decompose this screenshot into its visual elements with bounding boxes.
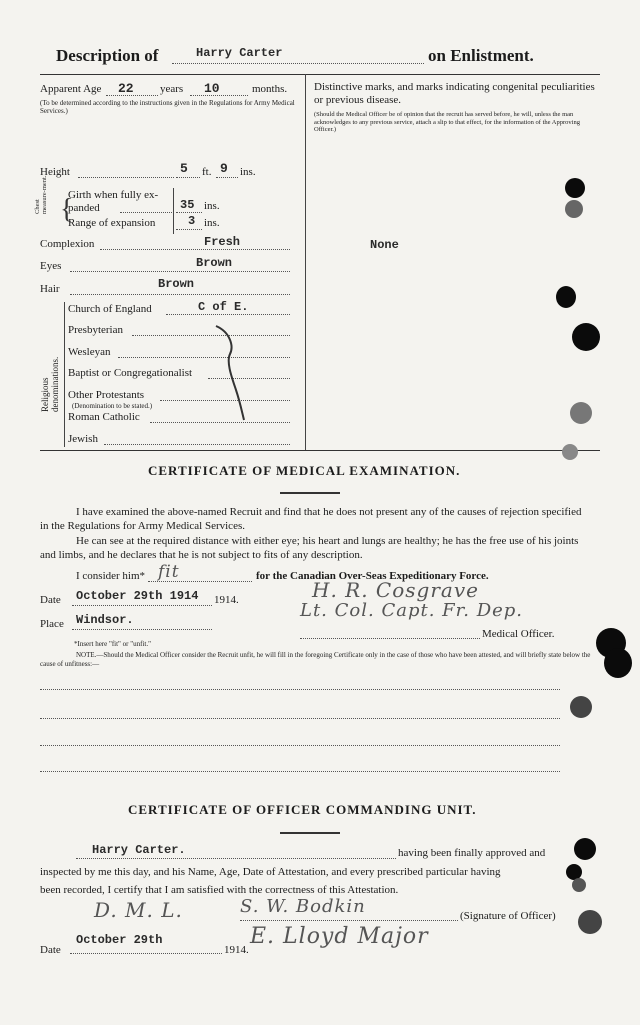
recruit-name: Harry Carter (196, 46, 283, 60)
fitness-value: fit (158, 562, 180, 582)
consider-prefix: I consider him* (76, 570, 146, 582)
months-label: months. (252, 83, 288, 95)
medical-officer-signature-1: H. R. Cosgrave (312, 578, 479, 602)
distinctive-marks-value: None (370, 238, 399, 252)
medical-officer-note: (Should the Medical Officer be of opinion that the recruit has served before, he will, unless the man acknowledges to any previous service, attach a slip to that effect, for the information of the Approving Officer.) (314, 111, 580, 133)
medical-date-value: October 29th 1914 (76, 589, 199, 603)
fitness-footnote: *Insert here "fit" or "unfit." (74, 640, 151, 648)
eyes-label: Eyes (40, 260, 62, 272)
binding-hole (604, 648, 632, 678)
girth-ins-label: ins. (204, 200, 220, 212)
other-protestants-note: (Denomination to be stated.) (72, 402, 153, 410)
place-label: Place (40, 618, 64, 630)
binding-hole (574, 838, 596, 860)
religion-jewish: Jewish (68, 433, 98, 445)
age-months: 10 (204, 81, 220, 96)
hair-label: Hair (40, 283, 60, 295)
commanding-text-1: having been finally approved and (398, 847, 546, 859)
years-label: years (160, 83, 184, 95)
title-suffix: on Enlistment. (428, 46, 534, 65)
binding-hole (578, 910, 602, 934)
medical-officer-signature-2: Lt. Col. Capt. Fr. Dep. (300, 600, 524, 621)
height-label: Height (40, 166, 70, 178)
religion-roman-catholic: Roman Catholic (68, 411, 140, 423)
height-inches: 9 (220, 161, 228, 176)
age-years: 22 (118, 81, 134, 96)
religion-church-of-england: Church of England (68, 303, 152, 315)
binding-hole (556, 286, 576, 308)
medical-paragraph-2: He can see at the required distance with either eye; his heart and lungs are healthy; he has the free use of his joints and limbs, and he declares that he is not subject to fits of any description. (40, 535, 579, 561)
medical-officer-label: Medical Officer. (482, 628, 555, 640)
commanding-certificate-title: CERTIFICATE OF OFFICER COMMANDING UNIT. (128, 802, 477, 817)
title-prefix: Description of (56, 46, 159, 65)
distinctive-marks-heading: Distinctive marks, and marks indicating congenital peculiarities or previous disease. (314, 81, 595, 106)
religion-value: C of E. (198, 300, 249, 314)
girth-value: 35 (180, 198, 195, 212)
feet-label: ft. (202, 166, 212, 178)
girth-label: Girth when fully ex-panded (68, 189, 159, 214)
complexion-label: Complexion (40, 238, 95, 250)
medical-certificate-title: CERTIFICATE OF MEDICAL EXAMINATION. (148, 463, 461, 478)
religion-side-label: Religious denominations. (40, 356, 60, 412)
range-label: Range of expansion (68, 217, 156, 229)
height-feet: 5 (180, 161, 188, 176)
commanding-signature: S. W. Bodkin (240, 896, 366, 917)
hair-value: Brown (158, 277, 195, 291)
binding-hole (572, 323, 600, 351)
medical-date-label: Date (40, 594, 61, 606)
form-title (56, 46, 158, 66)
pen-stroke (212, 322, 252, 422)
medical-paragraph-1: I have examined the above-named Recruit and find that he does not present any of the causes of rejection specified in the Regulations for Army Medical Services. (40, 506, 582, 532)
commanding-text-2: inspected by me this day, and his Name, Age, Date of Attestation, and every prescribed particular having (40, 866, 501, 878)
religion-wesleyan: Wesleyan (68, 346, 111, 358)
apparent-age-label: Apparent Age (40, 83, 102, 95)
height-inches-label: ins. (240, 166, 256, 178)
commanding-initials: D. M. L. (94, 898, 183, 922)
binding-hole (565, 178, 585, 198)
commanding-date-value: October 29th (76, 933, 163, 947)
commanding-signature-2: E. Lloyd Major (250, 924, 429, 949)
unfitness-note: NOTE.—Should the Medical Officer consider the Recruit unfit, he will fill in the foregoing Certificate only in the case of those who have been attested, and will briefly state below the cause of unfitness:— (40, 651, 591, 668)
commanding-year-suffix: 1914. (224, 944, 249, 956)
signature-of-officer-label: (Signature of Officer) (460, 910, 556, 922)
commanding-text-3: been recorded, I certify that I am satisfied with the correctness of this Attestation. (40, 884, 399, 896)
binding-hole (572, 878, 586, 892)
binding-hole (570, 696, 592, 718)
religion-presbyterian: Presbyterian (68, 324, 123, 336)
complexion-value: Fresh (204, 235, 241, 249)
medical-year-suffix: 1914. (214, 594, 239, 606)
eyes-value: Brown (196, 256, 233, 270)
commanding-recruit-name: Harry Carter. (92, 843, 186, 857)
range-value: 3 (188, 214, 196, 228)
place-value: Windsor. (76, 613, 134, 627)
age-note: (To be determined according to the instructions given in the Regulations for Army Medical Services.) (40, 99, 295, 115)
binding-hole (562, 444, 578, 460)
consider-suffix: for the Canadian Over-Seas Expeditionary Force. (256, 570, 489, 582)
commanding-date-label: Date (40, 944, 61, 956)
range-ins-label: ins. (204, 217, 220, 229)
religion-other-protestants: Other Protestants (68, 389, 145, 401)
chest-label: Chest measure-ment. (34, 175, 48, 214)
religion-baptist: Baptist or Congregationalist (68, 367, 193, 379)
binding-hole (565, 200, 583, 218)
binding-hole (570, 402, 592, 424)
